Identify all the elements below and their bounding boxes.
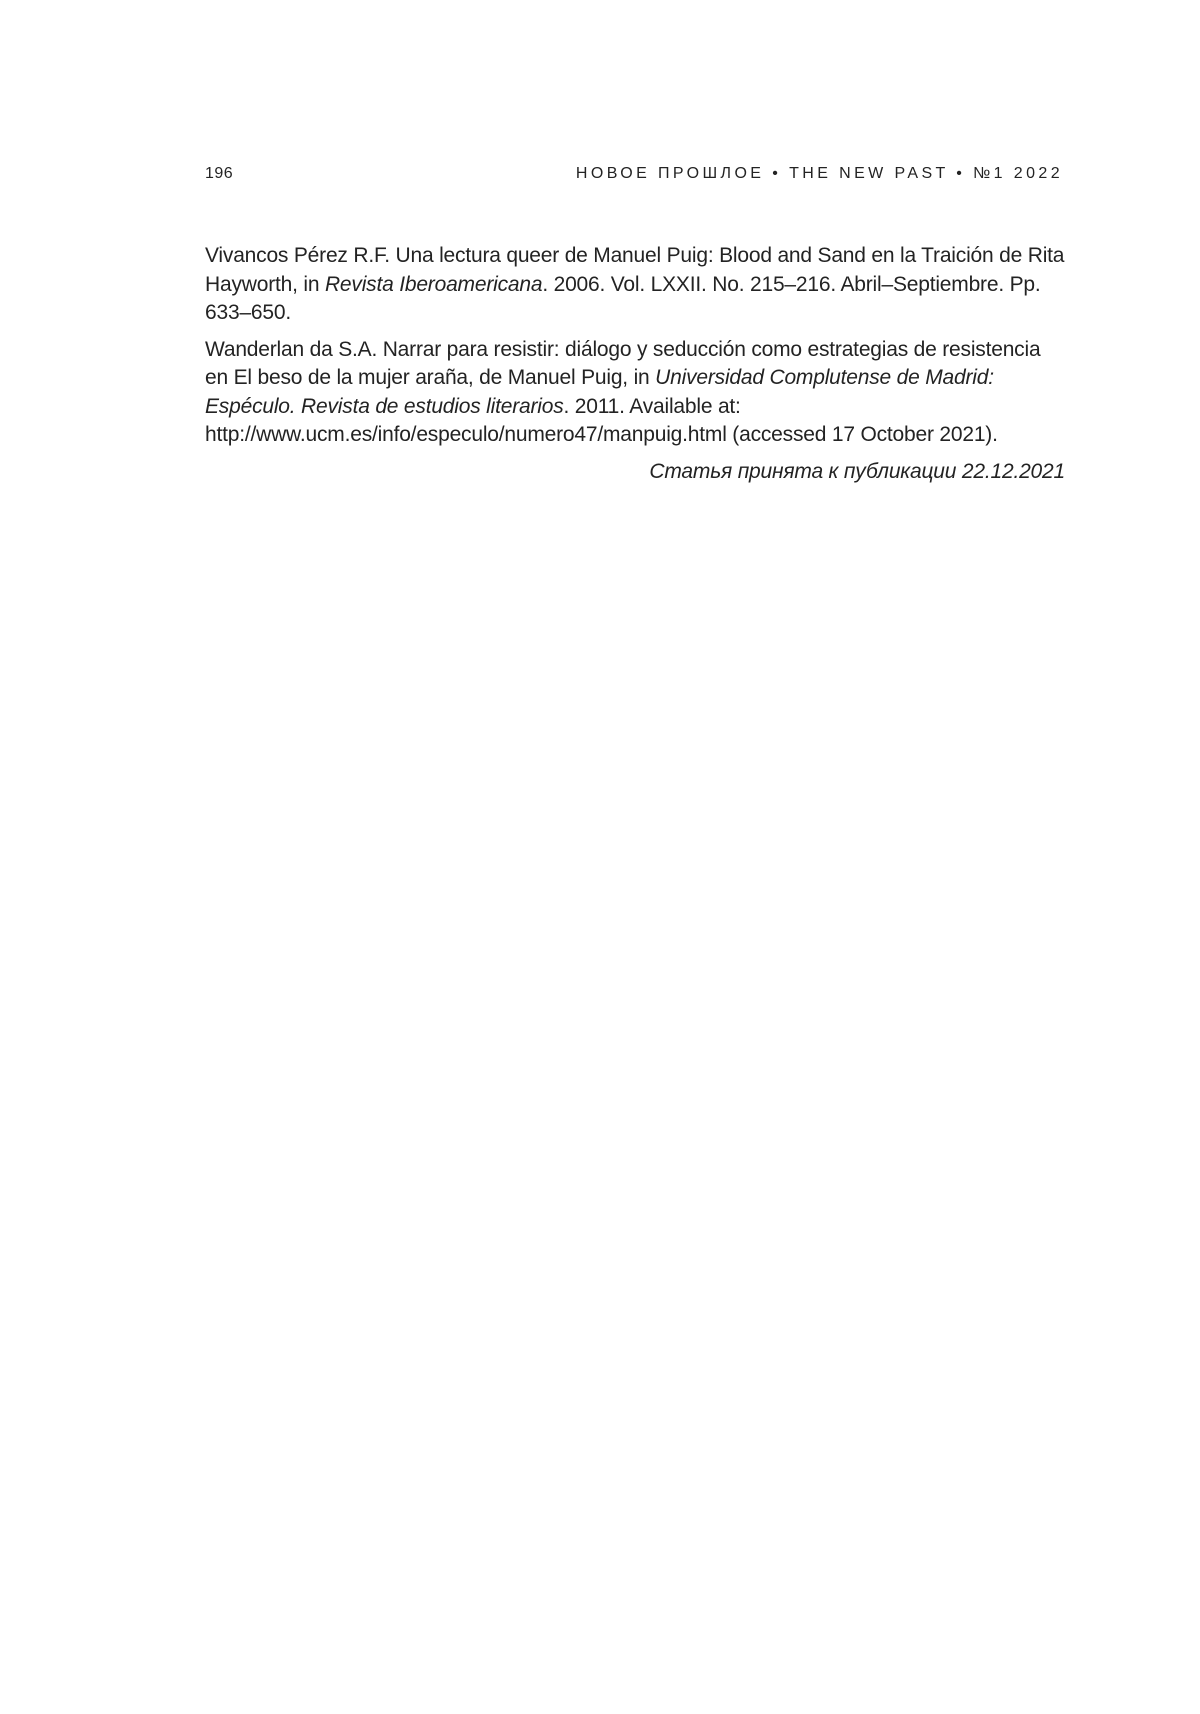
journal-running-title: НОВОЕ ПРОШЛОЕ • THE NEW PAST • №1 2022 — [575, 165, 1063, 182]
reference-text-italic: Revista Iberoamericana — [324, 272, 543, 296]
acceptance-note: Статья принята к публикации 22.12.2021 — [649, 459, 1065, 483]
reference-text: . 2006. Vol. LXXII. No. 215–216. Abril–Septiembre. Pp. 633–650. — [205, 272, 1041, 324]
reference-entry — [205, 336, 1065, 450]
page-number: 196 — [205, 165, 234, 182]
reference-text: . 2011. Available at: http://www.ucm.es/info/especulo/numero47/manpuig.html (accessed 17 October 2021). — [205, 394, 998, 446]
reference-text: Vivancos Pérez R.F. Una lectura queer de Manuel Puig: Blood and Sand en la Traición de Rita Hayworth, in — [205, 244, 1065, 296]
page-header — [205, 164, 1063, 183]
reference-text: Wanderlan da S.A. Narrar para resistir: diálogo y seducción como estrategias de resistencia en El beso de la mujer araña, de Manuel Puig, in — [205, 337, 1041, 389]
reference-entry — [205, 242, 1065, 328]
references-section — [205, 242, 1065, 486]
reference-text-italic: Universidad Complutense de Madrid: Espéculo. Revista de estudios literarios — [205, 366, 994, 418]
